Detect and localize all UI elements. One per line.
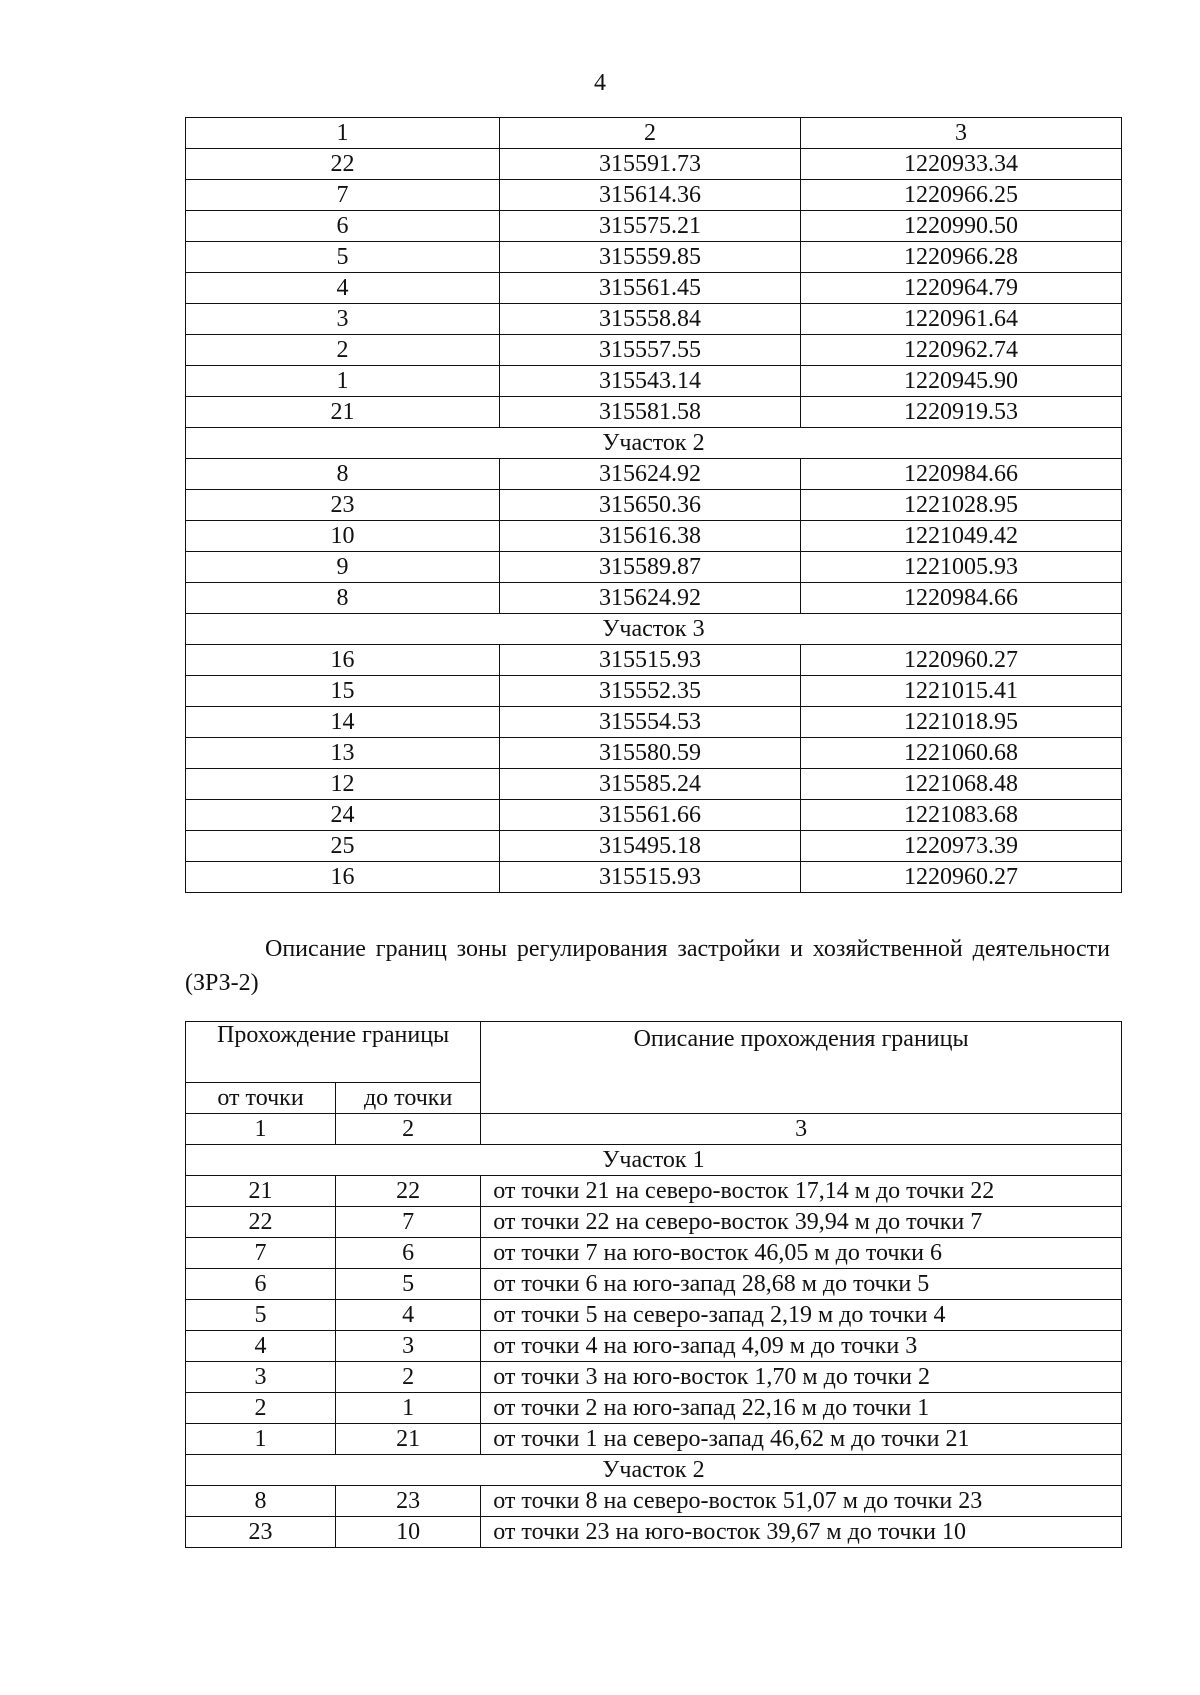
to-point: 4 bbox=[336, 1300, 481, 1331]
point-number: 25 bbox=[186, 831, 500, 862]
to-point: 1 bbox=[336, 1393, 481, 1424]
passage-description: от точки 3 на юго-восток 1,70 м до точки 2 bbox=[481, 1362, 1122, 1393]
point-number: 16 bbox=[186, 862, 500, 893]
to-point: 5 bbox=[336, 1269, 481, 1300]
point-number: 8 bbox=[186, 459, 500, 490]
x-coordinate: 315585.24 bbox=[500, 769, 801, 800]
passage-description: от точки 6 на юго-запад 28,68 м до точки 5 bbox=[481, 1269, 1122, 1300]
table-row bbox=[186, 831, 1122, 862]
x-coordinate: 315580.59 bbox=[500, 738, 801, 769]
to-point: 2 bbox=[336, 1362, 481, 1393]
y-coordinate: 1220933.34 bbox=[801, 149, 1122, 180]
from-point: 22 bbox=[186, 1207, 336, 1238]
y-coordinate: 1220960.27 bbox=[801, 645, 1122, 676]
passage-header: Прохождение границы bbox=[186, 1022, 481, 1083]
column-number-1: 1 bbox=[186, 1114, 336, 1145]
x-coordinate: 315515.93 bbox=[500, 645, 801, 676]
passage-description: от точки 2 на юго-запад 22,16 м до точки 1 bbox=[481, 1393, 1122, 1424]
passage-description: от точки 1 на северо-запад 46,62 м до точки 21 bbox=[481, 1424, 1122, 1455]
y-coordinate: 1220962.74 bbox=[801, 335, 1122, 366]
x-coordinate: 315624.92 bbox=[500, 459, 801, 490]
point-number: 1 bbox=[186, 366, 500, 397]
from-point: 5 bbox=[186, 1300, 336, 1331]
from-point: 6 bbox=[186, 1269, 336, 1300]
to-point-header: до точки bbox=[336, 1083, 481, 1114]
y-coordinate: 1220966.25 bbox=[801, 180, 1122, 211]
table-row bbox=[186, 304, 1122, 335]
y-coordinate: 1220960.27 bbox=[801, 862, 1122, 893]
table-row bbox=[186, 1393, 1122, 1424]
point-number: 22 bbox=[186, 149, 500, 180]
coordinates-table bbox=[185, 117, 1122, 893]
y-coordinate: 1221028.95 bbox=[801, 490, 1122, 521]
y-coordinate: 1220945.90 bbox=[801, 366, 1122, 397]
point-number: 3 bbox=[186, 304, 500, 335]
table-row bbox=[186, 1424, 1122, 1455]
table-row bbox=[186, 490, 1122, 521]
x-coordinate: 315591.73 bbox=[500, 149, 801, 180]
y-coordinate: 1220990.50 bbox=[801, 211, 1122, 242]
point-number: 6 bbox=[186, 211, 500, 242]
from-point: 23 bbox=[186, 1517, 336, 1548]
point-number: 16 bbox=[186, 645, 500, 676]
y-coordinate: 1221015.41 bbox=[801, 676, 1122, 707]
column-number-2: 2 bbox=[500, 118, 801, 149]
coordinates-table-header-row bbox=[186, 118, 1122, 149]
x-coordinate: 315554.53 bbox=[500, 707, 801, 738]
to-point: 23 bbox=[336, 1486, 481, 1517]
y-coordinate: 1220984.66 bbox=[801, 583, 1122, 614]
table-row bbox=[186, 366, 1122, 397]
table-row bbox=[186, 676, 1122, 707]
y-coordinate: 1221005.93 bbox=[801, 552, 1122, 583]
table-row bbox=[186, 738, 1122, 769]
from-point-header: от точки bbox=[186, 1083, 336, 1114]
passage-description: от точки 5 на северо-запад 2,19 м до точки 4 bbox=[481, 1300, 1122, 1331]
section-label: Участок 2 bbox=[186, 428, 1122, 459]
column-number-3: 3 bbox=[481, 1114, 1122, 1145]
table-row bbox=[186, 1300, 1122, 1331]
x-coordinate: 315616.38 bbox=[500, 521, 801, 552]
x-coordinate: 315558.84 bbox=[500, 304, 801, 335]
table-row bbox=[186, 242, 1122, 273]
to-point: 22 bbox=[336, 1176, 481, 1207]
y-coordinate: 1221068.48 bbox=[801, 769, 1122, 800]
from-point: 4 bbox=[186, 1331, 336, 1362]
passage-description: от точки 23 на юго-восток 39,67 м до точки 10 bbox=[481, 1517, 1122, 1548]
to-point: 21 bbox=[336, 1424, 481, 1455]
point-number: 8 bbox=[186, 583, 500, 614]
y-coordinate: 1220961.64 bbox=[801, 304, 1122, 335]
point-number: 14 bbox=[186, 707, 500, 738]
point-number: 12 bbox=[186, 769, 500, 800]
point-number: 24 bbox=[186, 800, 500, 831]
boundary-description-table bbox=[185, 1021, 1122, 1548]
table-row bbox=[186, 552, 1122, 583]
table-row bbox=[186, 273, 1122, 304]
y-coordinate: 1221049.42 bbox=[801, 521, 1122, 552]
from-point: 2 bbox=[186, 1393, 336, 1424]
to-point: 3 bbox=[336, 1331, 481, 1362]
point-number: 7 bbox=[186, 180, 500, 211]
x-coordinate: 315559.85 bbox=[500, 242, 801, 273]
table-row bbox=[186, 1331, 1122, 1362]
table-row bbox=[186, 1486, 1122, 1517]
table-row bbox=[186, 1207, 1122, 1238]
y-coordinate: 1220919.53 bbox=[801, 397, 1122, 428]
x-coordinate: 315575.21 bbox=[500, 211, 801, 242]
x-coordinate: 315650.36 bbox=[500, 490, 801, 521]
passage-description: от точки 21 на северо-восток 17,14 м до точки 22 bbox=[481, 1176, 1122, 1207]
x-coordinate: 315543.14 bbox=[500, 366, 801, 397]
to-point: 7 bbox=[336, 1207, 481, 1238]
section-label: Участок 3 bbox=[186, 614, 1122, 645]
table-row bbox=[186, 769, 1122, 800]
y-coordinate: 1221060.68 bbox=[801, 738, 1122, 769]
table-row bbox=[186, 397, 1122, 428]
table-row bbox=[186, 180, 1122, 211]
x-coordinate: 315561.45 bbox=[500, 273, 801, 304]
section-row bbox=[186, 1145, 1122, 1176]
page-number: 4 bbox=[594, 70, 606, 96]
y-coordinate: 1220964.79 bbox=[801, 273, 1122, 304]
x-coordinate: 315552.35 bbox=[500, 676, 801, 707]
passage-description: от точки 4 на юго-запад 4,09 м до точки 3 bbox=[481, 1331, 1122, 1362]
point-number: 21 bbox=[186, 397, 500, 428]
point-number: 10 bbox=[186, 521, 500, 552]
table-row bbox=[186, 800, 1122, 831]
point-number: 9 bbox=[186, 552, 500, 583]
description-header: Описание прохождения границы bbox=[481, 1022, 1122, 1114]
y-coordinate: 1221018.95 bbox=[801, 707, 1122, 738]
passage-description: от точки 8 на северо-восток 51,07 м до точки 23 bbox=[481, 1486, 1122, 1517]
table-row bbox=[186, 645, 1122, 676]
y-coordinate: 1220966.28 bbox=[801, 242, 1122, 273]
x-coordinate: 315495.18 bbox=[500, 831, 801, 862]
x-coordinate: 315624.92 bbox=[500, 583, 801, 614]
table-row bbox=[186, 1176, 1122, 1207]
table-row bbox=[186, 1517, 1122, 1548]
table-row bbox=[186, 707, 1122, 738]
table-row bbox=[186, 1238, 1122, 1269]
column-number-2: 2 bbox=[336, 1114, 481, 1145]
from-point: 7 bbox=[186, 1238, 336, 1269]
section-label: Участок 2 bbox=[186, 1455, 1122, 1486]
x-coordinate: 315557.55 bbox=[500, 335, 801, 366]
table-row bbox=[186, 583, 1122, 614]
point-number: 5 bbox=[186, 242, 500, 273]
table-row bbox=[186, 862, 1122, 893]
point-number: 23 bbox=[186, 490, 500, 521]
point-number: 15 bbox=[186, 676, 500, 707]
x-coordinate: 315589.87 bbox=[500, 552, 801, 583]
from-point: 3 bbox=[186, 1362, 336, 1393]
point-number: 2 bbox=[186, 335, 500, 366]
table-row bbox=[186, 1362, 1122, 1393]
table-row bbox=[186, 521, 1122, 552]
from-point: 8 bbox=[186, 1486, 336, 1517]
from-point: 21 bbox=[186, 1176, 336, 1207]
to-point: 10 bbox=[336, 1517, 481, 1548]
passage-description: от точки 22 на северо-восток 39,94 м до точки 7 bbox=[481, 1207, 1122, 1238]
point-number: 4 bbox=[186, 273, 500, 304]
passage-description: от точки 7 на юго-восток 46,05 м до точки 6 bbox=[481, 1238, 1122, 1269]
to-point: 6 bbox=[336, 1238, 481, 1269]
table-row bbox=[186, 459, 1122, 490]
boundary-header-row bbox=[186, 1022, 1122, 1083]
section-row bbox=[186, 428, 1122, 459]
section-row bbox=[186, 1455, 1122, 1486]
section-heading-paragraph: Описание границ зоны регулирования застройки и хозяйственной деятельности (ЗРЗ-2) bbox=[185, 936, 1110, 996]
boundary-numbering-row bbox=[186, 1114, 1122, 1145]
x-coordinate: 315581.58 bbox=[500, 397, 801, 428]
column-number-1: 1 bbox=[186, 118, 500, 149]
y-coordinate: 1220984.66 bbox=[801, 459, 1122, 490]
table-row bbox=[186, 335, 1122, 366]
y-coordinate: 1221083.68 bbox=[801, 800, 1122, 831]
x-coordinate: 315561.66 bbox=[500, 800, 801, 831]
table-row bbox=[186, 1269, 1122, 1300]
point-number: 13 bbox=[186, 738, 500, 769]
table-row bbox=[186, 211, 1122, 242]
x-coordinate: 315515.93 bbox=[500, 862, 801, 893]
table-row bbox=[186, 149, 1122, 180]
column-number-3: 3 bbox=[801, 118, 1122, 149]
from-point: 1 bbox=[186, 1424, 336, 1455]
y-coordinate: 1220973.39 bbox=[801, 831, 1122, 862]
section-row bbox=[186, 614, 1122, 645]
section-label: Участок 1 bbox=[186, 1145, 1122, 1176]
x-coordinate: 315614.36 bbox=[500, 180, 801, 211]
